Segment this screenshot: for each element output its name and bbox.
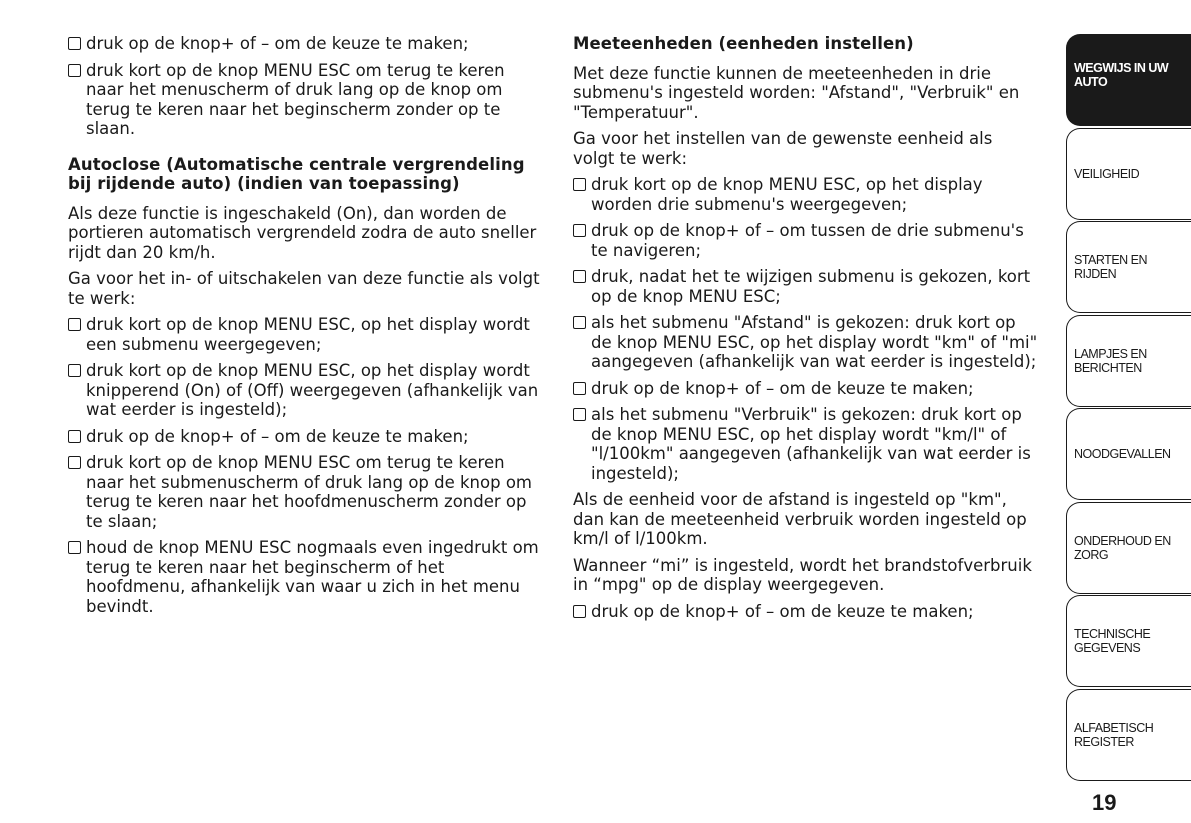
checkbox-square-icon <box>573 382 586 395</box>
tab-veiligheid[interactable] <box>1066 128 1191 220</box>
bullet-text: als het submenu "Verbruik" is gekozen: druk kort op de knop MENU ESC, op het display wordt "km/l" of "l/100km" aangegeven (afhankelijk van wat eerder is ingesteld); <box>591 405 1031 483</box>
checkbox-square-icon <box>68 456 81 469</box>
bullet-item <box>68 361 546 420</box>
bullet-text: druk op de knop+ of – om de keuze te maken; <box>591 601 974 621</box>
checkbox-square-icon <box>573 270 586 283</box>
paragraph: Als de eenheid voor de afstand is ingesteld op "km", dan kan de meeteenheid verbruik worden ingesteld op km/l of l/100km. <box>573 490 1027 548</box>
checkbox-square-icon <box>573 178 586 191</box>
bullet-item <box>573 379 1038 399</box>
checkbox-square-icon <box>68 318 81 331</box>
left-column <box>68 34 546 623</box>
bullet-item <box>573 175 1038 214</box>
bullet-text: houd de knop MENU ESC nogmaals even ingedrukt om terug te keren naar het beginscherm of het hoofdmenu, afhankelijk van waar u zich in het menu bevindt. <box>86 538 539 616</box>
checkbox-square-icon <box>68 364 81 377</box>
bullet-text: druk kort op de knop MENU ESC, op het display worden drie submenu's weergegeven; <box>591 175 983 214</box>
bullet-item <box>68 538 546 616</box>
section-heading-autoclose: Autoclose (Automatische centrale vergrendeling bij rijdende auto) (indien van toepassing) <box>68 154 525 193</box>
tab-label: TECHNISCHE GEGEVENS <box>1074 627 1151 655</box>
bullet-text: druk op de knop+ of – om de keuze te maken; <box>591 378 974 398</box>
tab-wegwijs-in-uw-auto[interactable] <box>1066 34 1191 126</box>
bullet-text: druk kort op de knop MENU ESC om terug te keren naar het submenuscherm of druk lang op de knop om terug te keren naar het hoofdmenuscherm zonder op te slaan; <box>86 453 532 531</box>
checkbox-square-icon <box>573 408 586 421</box>
checkbox-square-icon <box>68 541 81 554</box>
bullet-item <box>68 34 546 54</box>
paragraph: Ga voor het instellen van de gewenste eenheid als volgt te werk: <box>573 129 993 168</box>
tab-lampjes-en-berichten[interactable] <box>1066 315 1191 407</box>
bullet-item <box>68 61 546 139</box>
bullet-text: druk op de knop+ of – om de keuze te maken; <box>86 34 469 53</box>
checkbox-square-icon <box>573 316 586 329</box>
checkbox-square-icon <box>68 430 81 443</box>
tab-label: VEILIGHEID <box>1074 166 1140 181</box>
checkbox-square-icon <box>68 37 81 50</box>
middle-column <box>573 34 1038 628</box>
bullet-text: druk kort op de knop MENU ESC, op het display wordt een submenu weergegeven; <box>86 315 530 354</box>
tab-label: WEGWIJS IN UW AUTO <box>1074 61 1169 89</box>
bullet-item <box>573 313 1038 372</box>
tab-starten-en-rijden[interactable] <box>1066 221 1191 313</box>
bullet-text: druk op de knop+ of – om de keuze te maken; <box>86 426 469 446</box>
bullet-item <box>68 427 546 447</box>
bullet-text: druk op de knop+ of – om tussen de drie submenu's te navigeren; <box>591 221 1024 260</box>
tab-label: NOODGEVALLEN <box>1074 447 1171 461</box>
bullet-item <box>573 602 1038 622</box>
tab-label: ALFABETISCH REGISTER <box>1074 720 1154 749</box>
bullet-item <box>573 267 1038 306</box>
chapter-tabs <box>1066 34 1191 782</box>
bullet-text: druk, nadat het te wijzigen submenu is gekozen, kort op de knop MENU ESC; <box>591 267 1031 306</box>
bullet-item <box>573 221 1038 260</box>
tab-label: STARTEN EN RIJDEN <box>1074 253 1148 281</box>
paragraph: Als deze functie is ingeschakeld (On), dan worden de portieren automatisch vergrendeld zodra de auto sneller rijdt dan 20 km/h. <box>68 203 537 262</box>
bullet-item <box>573 405 1038 483</box>
section-heading-meeteenheden: Meeteenheden (eenheden instellen) <box>573 34 914 53</box>
bullet-item <box>68 453 546 531</box>
page-number: 19 <box>1092 790 1117 815</box>
paragraph: Met deze functie kunnen de meeteenheden in drie submenu's ingesteld worden: "Afstand", "Verbruik" en "Temperatuur". <box>573 63 1020 122</box>
bullet-item <box>68 315 546 354</box>
bullet-text: druk kort op de knop MENU ESC, op het display wordt knipperend (On) of (Off) weergegeven (afhankelijk van wat eerder is ingesteld); <box>86 361 539 419</box>
bullet-text: als het submenu "Afstand" is gekozen: druk kort op de knop MENU ESC, op het display wordt "km" of "mi" aangegeven (afhankelijk van wat eerder is ingesteld); <box>591 313 1038 371</box>
checkbox-square-icon <box>573 224 586 237</box>
tab-label: ONDERHOUD EN ZORG <box>1074 533 1171 562</box>
paragraph: Wanneer “mi” is ingesteld, wordt het brandstofverbruik in “mpg" op de display weergegeven. <box>573 555 1032 594</box>
bullet-text: druk kort op de knop MENU ESC om terug te keren naar het menuscherm of druk lang op de knop om terug te keren naar het beginscherm zonder op te slaan. <box>86 60 505 138</box>
checkbox-square-icon <box>68 64 81 77</box>
tab-noodgevallen[interactable] <box>1066 408 1191 500</box>
paragraph: Ga voor het in- of uitschakelen van deze functie als volgt te werk: <box>68 269 540 308</box>
tab-onderhoud-en-zorg[interactable] <box>1066 502 1191 594</box>
tab-alfabetisch-register[interactable] <box>1066 689 1191 781</box>
tab-technische-gegevens[interactable] <box>1066 595 1191 687</box>
checkbox-square-icon <box>573 605 586 618</box>
tab-label: LAMPJES EN BERICHTEN <box>1074 346 1147 375</box>
